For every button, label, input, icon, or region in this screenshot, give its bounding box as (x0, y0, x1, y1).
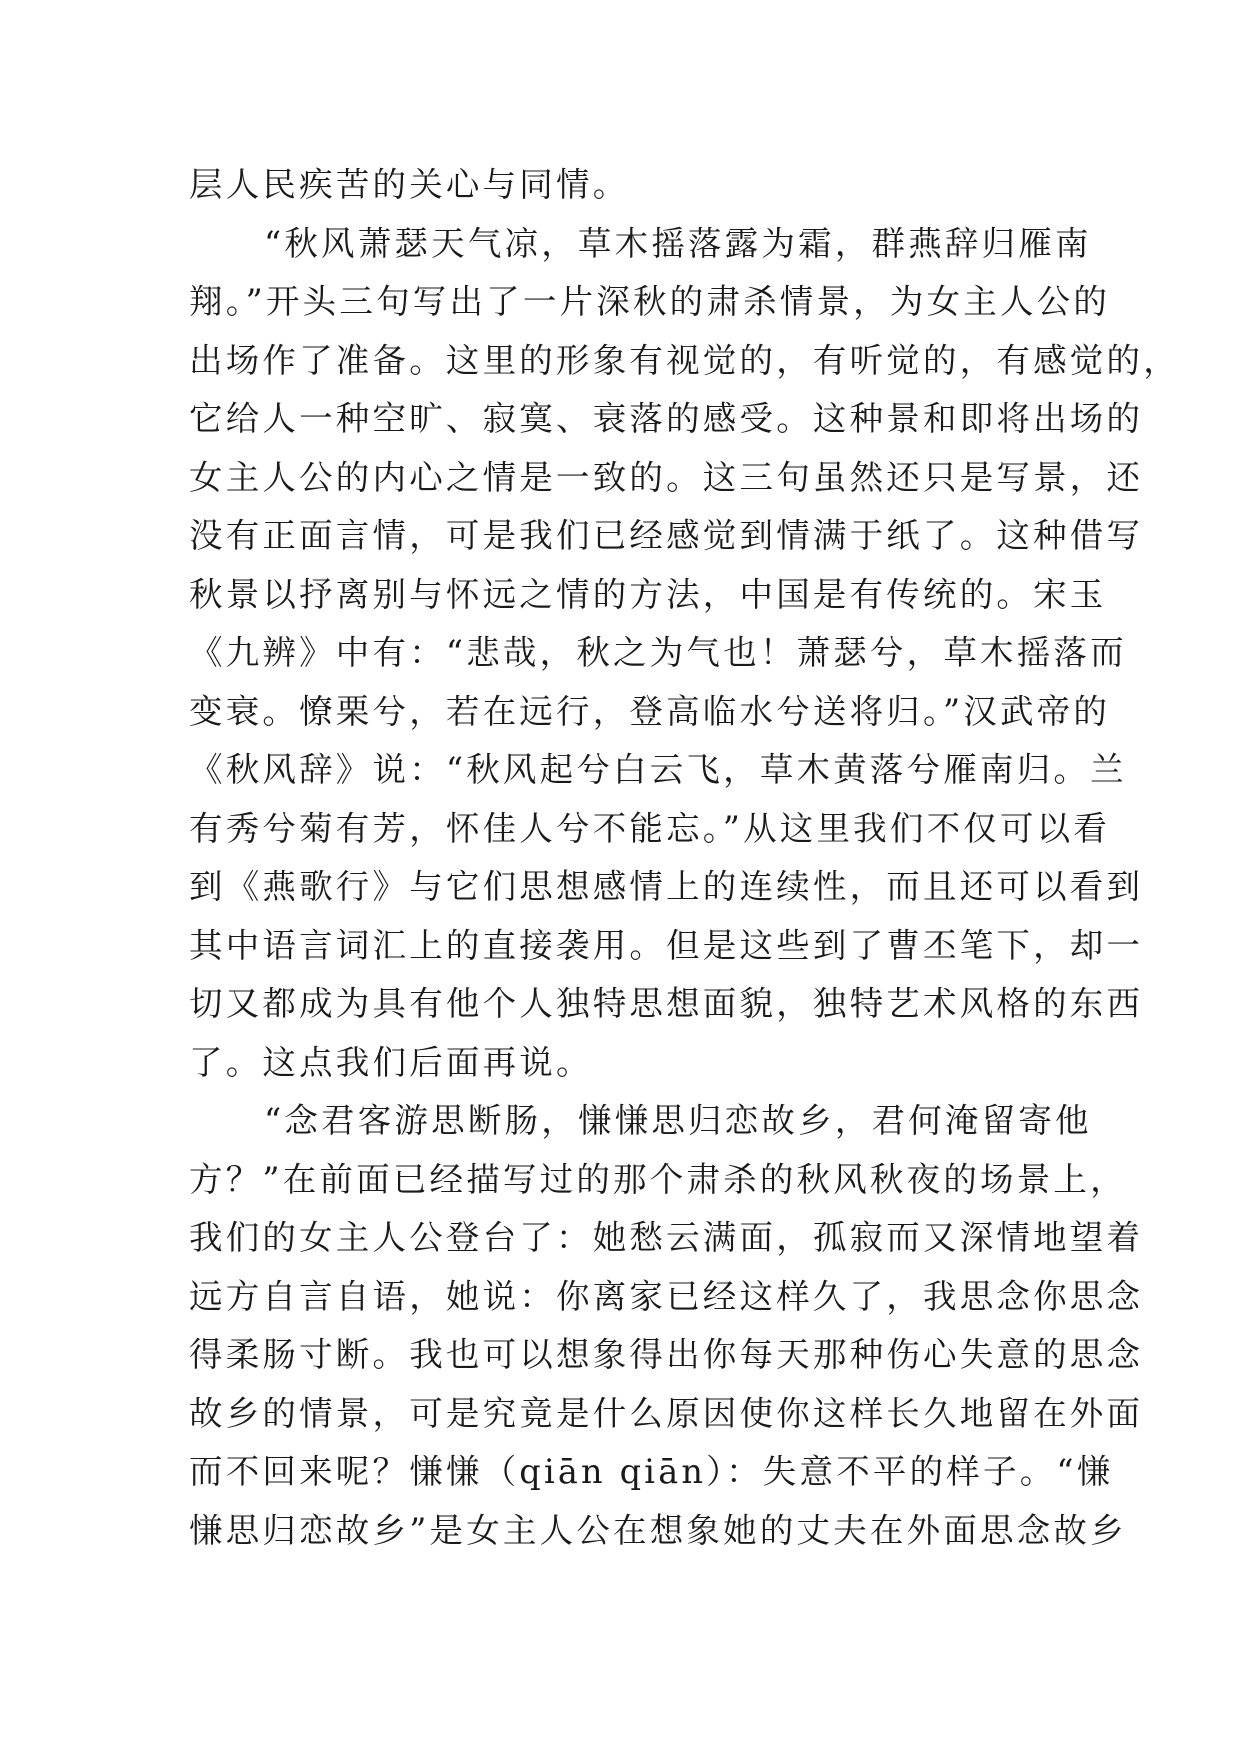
body-text (189, 156, 1180, 1560)
text-line: 而不回来呢？慊慊（qiān qiān）：失意不平的样子。“慊 (189, 1452, 1114, 1491)
text-line: 它给人一种空旷、寂寞、衰落的感受。这种景和即将出场的 (189, 399, 1144, 438)
text-line: 故乡的情景，可是究竟是什么原因使你这样长久地留在外面 (189, 1393, 1144, 1433)
text-line: 远方自言自语，她说：你离家已经这样久了，我思念你思念 (189, 1276, 1144, 1316)
text-line: 女主人公的内心之情是一致的。这三句虽然还只是写景，还 (189, 457, 1144, 497)
text-line: 我们的女主人公登台了：她愁云满面，孤寂而又深情地望着 (189, 1218, 1144, 1257)
text-line: 其中语言词汇上的直接袭用。但是这些到了曹丕笔下，却一 (189, 925, 1144, 965)
text-line: 方？”在前面已经描写过的那个肃杀的秋风秋夜的场景上， (189, 1159, 1127, 1199)
text-line: 出场作了准备。这里的形象有视觉的，有听觉的，有感觉的， (189, 340, 1180, 380)
text-line: 慊思归恋故乡”是女主人公在想象她的丈夫在外面思念故乡 (189, 1510, 1127, 1550)
text-line: 变衰。憭栗兮，若在远行，登高临水兮送将归。”汉武帝的 (189, 691, 1111, 731)
text-line: 到《燕歌行》与它们思想感情上的连续性，而且还可以看到 (189, 867, 1144, 906)
text-line: 切又都成为具有他个人独特思想面貌，独特艺术风格的东西 (189, 984, 1144, 1023)
text-line: 有秀兮菊有芳，怀佳人兮不能忘。”从这里我们不仅可以看 (189, 808, 1111, 848)
text-line: 《九辨》中有：“悲哉，秋之为气也！萧瑟兮，草木摇落而 (189, 633, 1127, 672)
text-line: 没有正面言情，可是我们已经感觉到情满于纸了。这种借写 (189, 516, 1144, 555)
text-line: 秋景以抒离别与怀远之情的方法，中国是有传统的。宋玉 (189, 574, 1107, 614)
paragraph-start-line: “秋风萧瑟天气凉，草木摇落露为霜，群燕辞归雁南 (264, 223, 1092, 263)
text-line: 《秋风辞》说：“秋风起兮白云飞，草木黄落兮雁南归。兰 (189, 750, 1127, 789)
text-line: 得柔肠寸断。我也可以想象得出你每天那种伤心失意的思念 (189, 1335, 1144, 1374)
text-line: 了。这点我们后面再说。 (189, 1042, 593, 1082)
text-line: 层人民疾苦的关心与同情。 (189, 165, 630, 204)
paragraph-start-line: “念君客游思断肠，慊慊思归恋故乡，君何淹留寄他 (264, 1101, 1092, 1140)
text-line: 翔。”开头三句写出了一片深秋的肃杀情景，为女主人公的 (189, 282, 1111, 321)
